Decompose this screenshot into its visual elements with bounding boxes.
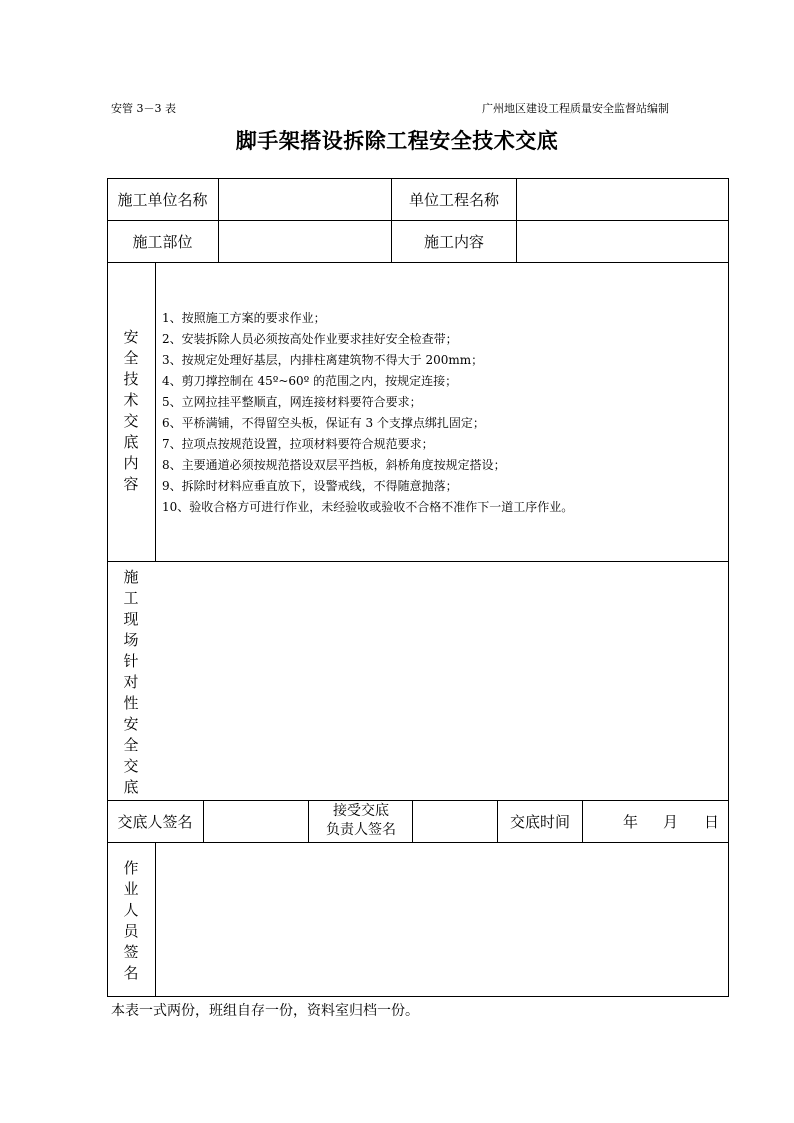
- label-char: 内: [123, 454, 139, 472]
- label-char: 底: [123, 433, 139, 451]
- label-char: 对: [123, 673, 139, 691]
- label-char: 技: [123, 370, 139, 388]
- label-char: 底: [123, 778, 139, 796]
- col-divider: [155, 262, 156, 561]
- label-char: 交: [123, 757, 139, 775]
- label-char: 作: [123, 859, 139, 877]
- day-label: 日: [704, 813, 720, 831]
- safety-item: 6、平桥满铺，不得留空头板，保证有 3 个支撑点绑扎固定；: [162, 416, 485, 430]
- label-char: 安: [123, 328, 139, 346]
- label-char: 术: [123, 391, 139, 409]
- date-field[interactable]: [583, 800, 729, 842]
- label-char: 现: [123, 610, 139, 628]
- receiver-field[interactable]: [413, 801, 497, 842]
- project-name-label: 单位工程名称: [408, 190, 499, 209]
- label-char: 场: [123, 631, 139, 649]
- time-label: 交底时间: [509, 812, 570, 831]
- signer-label: 交底人签名: [117, 812, 193, 831]
- construction-content-field[interactable]: [517, 220, 729, 262]
- safety-item: 7、拉项点按规范设置，拉项材料要符合规范要求；: [162, 437, 434, 451]
- document-title: 脚手架搭设拆除工程安全技术交底: [235, 128, 559, 153]
- label-char: 安: [123, 715, 139, 733]
- label-char: 容: [123, 475, 139, 493]
- label-char: 工: [123, 589, 139, 607]
- safety-content-label: [107, 327, 155, 495]
- construction-part-field[interactable]: [219, 220, 391, 262]
- signer-field[interactable]: [204, 801, 308, 842]
- workers-signature-label: [107, 858, 155, 984]
- safety-item: 4、剪刀撑控制在 45º~60º 的范围之内，按规定连接；: [162, 374, 458, 388]
- unit-name-label: 施工单位名称: [117, 190, 208, 209]
- label-char: 员: [123, 922, 139, 940]
- project-name-field[interactable]: [517, 178, 729, 220]
- construction-content-label: 施工内容: [423, 232, 484, 251]
- year-label: 年: [623, 813, 639, 831]
- label-char: 全: [123, 736, 139, 754]
- safety-item: 8、主要通道必须按规范搭设双层平挡板，斜桥角度按规定搭设；: [162, 458, 506, 472]
- label-char: 业: [123, 880, 139, 898]
- safety-items-list: [162, 308, 573, 518]
- safety-item: 1、按照施工方案的要求作业；: [162, 311, 326, 325]
- month-label: 月: [663, 813, 679, 831]
- label-char: 交: [123, 412, 139, 430]
- label-char: 全: [123, 349, 139, 367]
- workers-signature-field[interactable]: [156, 843, 728, 996]
- label-char: 签: [123, 943, 139, 961]
- unit-name-field[interactable]: [219, 178, 391, 220]
- label-char: 性: [123, 694, 139, 712]
- safety-item: 5、立网拉挂平整顺直，网连接材料要符合要求；: [162, 395, 422, 409]
- receiver-label: 接受交底 负责人签名: [326, 803, 396, 838]
- site-disclosure-label: [107, 567, 155, 798]
- safety-item: 9、拆除时材料应垂直放下，设警戒线，不得随意抛落；: [162, 479, 458, 493]
- label-char: 人: [123, 901, 139, 919]
- label-char: 名: [123, 964, 139, 982]
- form-number: 安管 3－3 表: [111, 102, 176, 115]
- label-char: 针: [123, 652, 139, 670]
- safety-item: 3、按规定处理好基层，内排柱离建筑物不得大于 200mm；: [162, 353, 484, 367]
- compiler-note: 广州地区建设工程质量安全监督站编制: [482, 102, 669, 115]
- footer-note: 本表一式两份，班组自存一份，资料室归档一份。: [111, 1003, 419, 1019]
- safety-item: 2、安装拆除人员必须按高处作业要求挂好安全检查带；: [162, 332, 458, 346]
- safety-item: 10、验收合格方可进行作业，未经验收或验收不合格不准作下一道工序作业。: [162, 500, 574, 514]
- label-char: 施: [123, 568, 139, 586]
- site-disclosure-field[interactable]: [156, 562, 728, 799]
- row-divider: [107, 262, 729, 263]
- construction-part-label: 施工部位: [132, 232, 193, 251]
